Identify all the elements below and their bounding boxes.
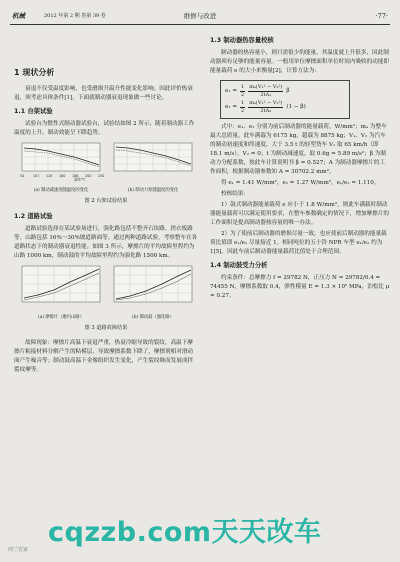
- x-tick-label: 186: [72, 174, 79, 178]
- subcaption-a: (a) 制动减速度随温度的变化: [33, 188, 89, 193]
- page-number: ·77·: [375, 12, 388, 20]
- subsection-heading-1-3: 1.3 制动器热容量校核: [210, 37, 274, 44]
- x-tick-label: 250: [98, 174, 105, 178]
- journal-name: 机械: [12, 12, 25, 20]
- paragraph: 校核结果：: [221, 191, 249, 197]
- subsection-heading-1-1: 1.1 台架试验: [14, 108, 53, 115]
- x-tick-label: 160: [59, 174, 66, 178]
- paragraph: 式中：e₁、e₂ 分别为前后制动器的能量载荷，W/mm²；mₐ 为整车最大总质量，此车满载为 6175 kg，超载为 8875 kg；V₁、V₂ 为汽车的制动初速度和终速度，大于 3.5 t 的轻型货车 V₁ 取 65 km/h（即 18.1 m/s），V₂ = 0；t 为制动减速度，取 0.6g = 5.89 m/s²；β 为制动力分配系数，按此车计算说明书 β = 0.527；A 为制动器摩擦片的工作面积，根据制动器参数知 A = 30702.2 mm²。: [210, 124, 387, 175]
- x-tick-labels: [20, 174, 104, 178]
- paragraph: 故障现象：摩擦片高温下衰退严重，热衰冷缩导致的裂纹，高温下摩擦片粘接材料分解产生的粘模层，导致摩擦系数下降了，摩擦剂相对滑动面产生噪音等；制动鼓高温下金像组织发生变化，产生裂纹继而发展成拌裂纹摩等。: [14, 340, 194, 373]
- figure-3-graphs: [14, 264, 198, 308]
- right-column: [210, 32, 390, 303]
- x-tick-label: 50: [20, 174, 25, 178]
- subcaption-3a: (a) 摩擦片（磨内山路）: [38, 315, 84, 320]
- subcaption-3b: (b) 制动鼓（强化路）: [132, 315, 174, 320]
- figure-2-graphs: [14, 141, 198, 181]
- subsection-heading-1-2: 1.2 道路试验: [14, 213, 53, 220]
- equation-e2: e₂ = $\frac{1}{2}$ $\frac{\text{mₐ(V₁² − V₂²)}}{\text{2tA₂}}$ (1 − β): [225, 100, 306, 114]
- paragraph: 得 e₁ = 1.41 W/mm²，e₂ = 1.27 W/mm²，e₁/e₂ = 1.110。: [221, 180, 380, 186]
- formula-box: [220, 80, 350, 119]
- x-axis-label: 温度/℃: [74, 177, 86, 181]
- paragraph: 道路试验选择在某试验场进行，强化路包括不整齐石块路、搓衣板路等。山路包括 16%～30%坡道路面等。通过两种道路试验，考察整车在各道路状态下的制动器衰退性能。如图 3 所示，摩擦片的平均故障里程约为山路 1000 km，制动鼓的平均故障里程约为强化路 1500 km。: [14, 226, 198, 259]
- left-column: [14, 32, 198, 377]
- x-tick-label: 200: [85, 174, 92, 178]
- x-tick-label: 128: [46, 174, 53, 178]
- site-logo: 网兰管家: [8, 547, 29, 553]
- section-title: 维修与改进: [183, 12, 217, 20]
- paragraph: 制动器的热容量小，则只需很少的能量，其温度就上升很多，因此制动器须有足够的能量容量。一般用单位摩擦面积单位时间内吸收的动能即能量载荷 e 的大小来衡量[2]，计算方法为：: [210, 50, 390, 74]
- subsection-heading-1-4: 1.4 制动鼓受力分析: [210, 262, 268, 269]
- running-header: [10, 8, 390, 24]
- subcaption-b: (b) 制动力矩随温度的变化: [127, 188, 179, 193]
- equation-e1: e₁ = $\frac{1}{2}$ $\frac{\text{mₐ(V₁² − V₂²)}}{\text{2tA₁}}$ β: [225, 84, 290, 98]
- section-heading-1: 1 现状分析: [14, 68, 55, 77]
- header-rule: [10, 24, 390, 25]
- paragraph: 约束条件：总摩擦力 f = 29782 N，正压力 N = 29782/0.4 = 74455 N，摩擦系数取 0.4，弹性模量 E = 1.3 × 10⁵ MPa，泊松比 μ = 0.27。: [210, 275, 390, 299]
- x-tick-label: 107: [33, 174, 40, 178]
- graph-a: [22, 143, 100, 171]
- graph-3b: [114, 266, 192, 302]
- paragraph: 试验台为惯性式制动器试验台，试验结如图 2 所示，随着制动器工作温度的上升，制动效能呈下降趋势。: [14, 121, 195, 136]
- paragraph: 2）为了使前后制动器的磨损尽量一致，也应使前后制动器的能量载荷比值即 e₁/e₂ 尽量接近 1。相同吨位的五十铃 NPR 车型 e₁/e₂ 约为 1[5]。因此车前后制动器能量载荷比值处于合理范围。: [210, 231, 387, 255]
- graph-b: [114, 143, 192, 171]
- paragraph: 衰退不仅受温度影响，也受磨损升温升性能变化影响。因此评价热衰退，须考虑具体条件[1]，下面就制动器衰退现象做一些讨论。: [14, 86, 193, 101]
- figure-3-caption: 图 3 道路故障结果: [84, 325, 128, 331]
- paragraph: 1）鼓式制动器能量载荷 e 应小于 1.8 W/mm²，则此车满载时制动器能量载荷可以满足使用要求，在整车参数确定的情况下，增加摩擦片的工作面积是提高制动器热容量的唯一办法。: [210, 202, 390, 226]
- watermark: cqzzb.com天天改车: [48, 517, 322, 548]
- figure-3: [14, 264, 198, 333]
- issue-info: 2012 年第 2 期 卷第 39 卷: [44, 13, 106, 19]
- figure-2-caption: 图 2 台架试验结果: [84, 198, 128, 204]
- graph-3a: [22, 266, 100, 302]
- figure-2: [14, 141, 198, 206]
